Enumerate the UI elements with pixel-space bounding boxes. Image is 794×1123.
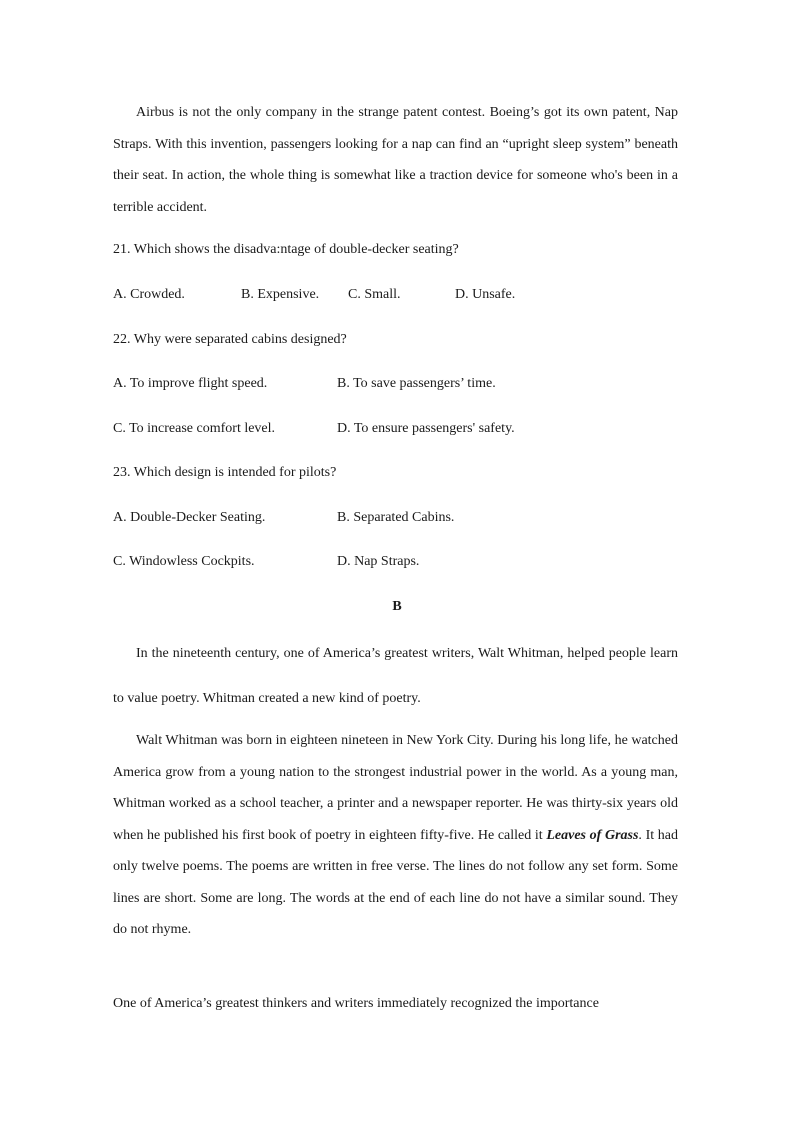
question-22-option-c: C. To increase comfort level.	[113, 421, 276, 436]
question-23-option-a: A. Double-Decker Seating.	[113, 510, 266, 525]
question-21-option-d: D. Unsafe.	[455, 287, 516, 302]
question-23-option-b: B. Separated Cabins.	[337, 510, 455, 525]
question-21-option-c: C. Small.	[348, 287, 401, 302]
question-22-option-b: B. To save passengers’ time.	[337, 376, 496, 391]
question-22-stem: 22. Why were separated cabins designed?	[113, 332, 347, 347]
passage-a-text: Airbus is not the only company in the strange patent contest. Boeing’s got its own patent, Nap Straps. With this invention, passengers looking for a nap can find an “upright sleep system” beneath their seat. In action, the whole thing is somewhat like a traction device for someone who's been in a terrible accident.	[113, 105, 678, 215]
passage-a-paragraph	[113, 97, 678, 223]
section-b-paragraph-1-text: In the nineteenth century, one of America’s greatest writers, Walt Whitman, helped people learn to value poetry. Whitman created a new kind of poetry.	[113, 646, 678, 706]
section-b-heading: B	[392, 599, 402, 614]
section-b-paragraph-2	[113, 725, 678, 946]
question-21-stem: 21. Which shows the disadva:ntage of double-decker seating?	[113, 242, 459, 257]
question-22-option-a: A. To improve flight speed.	[113, 376, 268, 391]
question-22-option-d: D. To ensure passengers' safety.	[337, 421, 515, 436]
section-b-paragraph-2-text	[113, 725, 678, 946]
paragraph-2-text-before: Walt Whitman was born in eighteen nineteen in New York City. During his long life, he watched America grow from a young nation to the strongest industrial power in the world. As a young man, Whitman worked as a school teacher, a printer and a newspaper reporter. He was thirty-six years old when he published his first book of poetry in eighteen fifty-five. He called it	[113, 733, 678, 843]
question-21-option-b: B. Expensive.	[241, 287, 320, 302]
paragraph-2-text-after: . It had only twelve poems. The poems are written in free verse. The lines do not follow any set form. Some lines are short. Some are long. The words at the end of each line do not have a similar sound. They do not rhyme.	[113, 827, 678, 937]
section-b-paragraph-3	[113, 988, 678, 1020]
question-23-stem: 23. Which design is intended for pilots?	[113, 465, 337, 480]
question-23-option-d: D. Nap Straps.	[337, 554, 420, 569]
section-b-paragraph-1	[113, 631, 678, 721]
question-21-option-a: A. Crowded.	[113, 287, 185, 302]
question-23-option-c: C. Windowless Cockpits.	[113, 554, 255, 569]
section-b-paragraph-3-text: One of America’s greatest thinkers and writers immediately recognized the importance	[113, 996, 599, 1011]
book-title-leaves-of-grass: Leaves of Grass	[546, 827, 639, 843]
